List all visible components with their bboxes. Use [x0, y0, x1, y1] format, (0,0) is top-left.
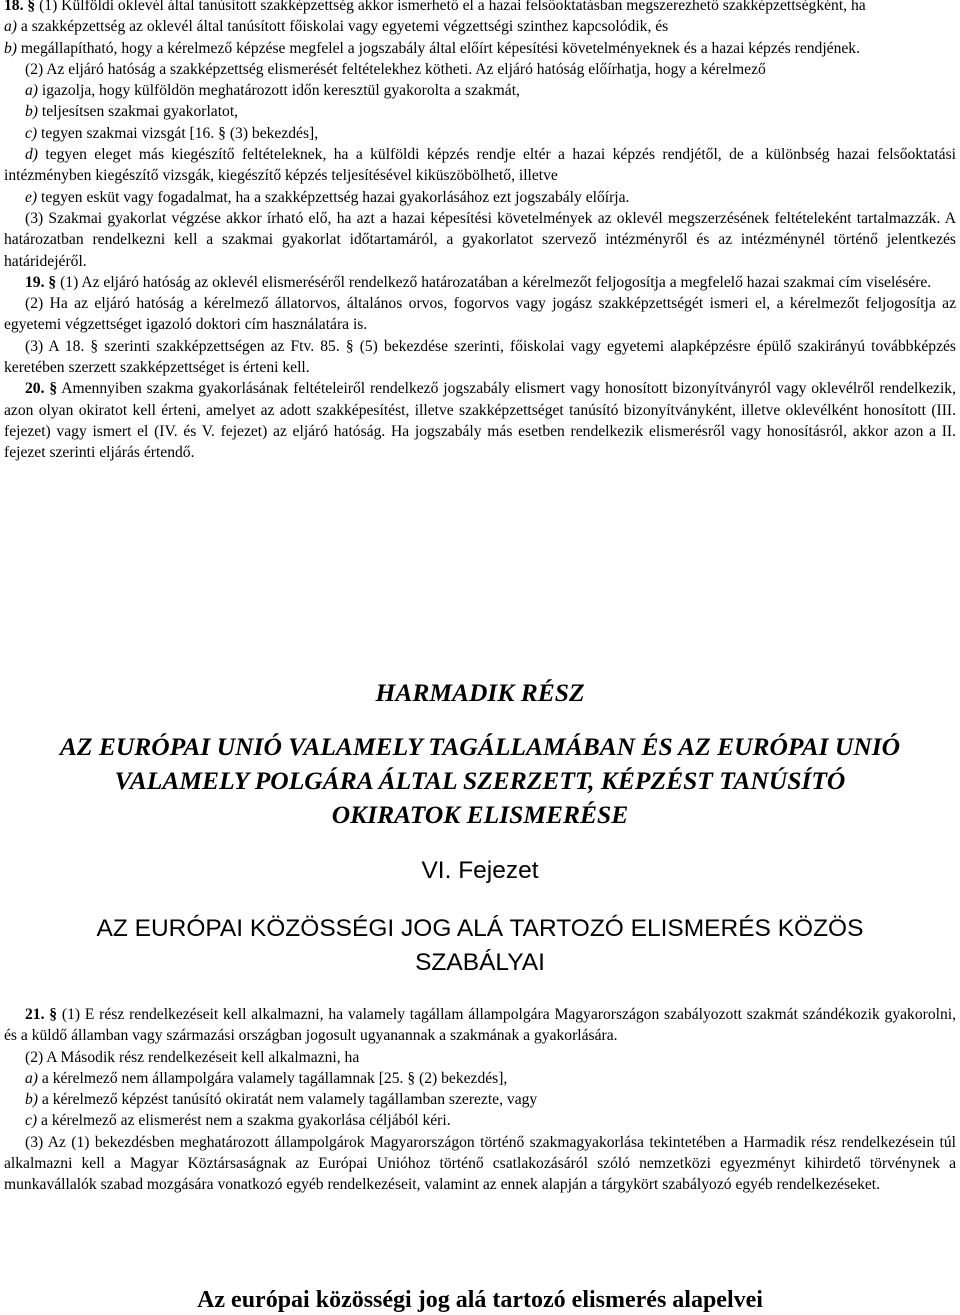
list-marker: b) [25, 1091, 38, 1109]
section-18-20 [0, 0, 960, 464]
list-item-text: a szakképzettség az oklevél által tanúsított főiskolai vagy egyetemi végzettségi szinthez kapcsolódik, és [17, 18, 669, 36]
list-item-text: tegyen eleget más kiegészítő feltételeknek, ha a külföldi képzés rendje eltér a hazai képzés rendjétől, de a különbség hazai felsőoktatási intézményben kiegészítő vizsgák, kiegészítő képzés teljesítésével kiküszöbölhető, illetve [4, 146, 956, 185]
list-item [0, 1110, 960, 1131]
chapter-title-line: AZ EURÓPAI KÖZÖSSÉGI JOG ALÁ TARTOZÓ ELISMERÉS KÖZÖS [96, 915, 864, 942]
paragraph-18-1 [0, 0, 960, 16]
paragraph-text: (1) Az eljáró hatóság az oklevél elismeréséről rendelkező határozatában a kérelmezőt feljogosítja a megfelelő hazai szakmai cím viselésére. [56, 273, 932, 291]
list-marker: c) [25, 124, 38, 142]
section-number: 19. [25, 273, 45, 291]
paragraph-18-3: (3) Szakmai gyakorlat végzése akkor írható elő, ha azt a hazai képesítési követelmények az oklevél megszerzésének feltételeként tartalmazzák. A határozatban rendelkezni kell a szakmai gyakorlat időtartamáról, a gyakorlatot szervező intézményről és az intézménynél történő jelentkezés határidejéről. [4, 209, 956, 270]
part-title-line: AZ EURÓPAI UNIÓ VALAMELY TAGÁLLAMÁBAN ÉS AZ EURÓPAI UNIÓ [59, 732, 901, 761]
paragraph-19-2: (2) Ha az eljáró hatóság a kérelmező állatorvos, általános orvos, fogorvos vagy jogász szakképzettségét ismeri el, a kérelmezőt feljogosítja az egyetemi végzettséget igazoló doktori cím használatára is. [4, 295, 956, 334]
section-sign: § [48, 273, 57, 291]
paragraph-20 [0, 378, 960, 463]
list-marker: d) [25, 146, 38, 164]
paragraph-21-3: (3) Az (1) bekezdésben meghatározott állampolgárok Magyarországon történő szakmagyakorlása tekintetében a Harmadik rész rendelkezésein túl alkalmazni kell a Magyar Köztársaságnak az Európai Unióhoz történő csatlakozásáról szóló nemzetközi egyezményt kihirdető törvénynek a munkavállalók szabad mozgására vonatkozó egyéb rendelkezéseit, valamint az ennek alapján a tárgykört szabályozó egyéb rendelkezéseket. [4, 1133, 956, 1194]
chapter-heading: VI. Fejezet [421, 857, 539, 884]
list-item-text: a kérelmező az elismerést nem a szakma gyakorlása céljából kéri. [37, 1112, 451, 1130]
list-marker: e) [25, 188, 38, 206]
list-marker: c) [25, 1112, 38, 1130]
list-marker: b) [25, 103, 38, 121]
list-item-text: igazolja, hogy külföldön meghatározott időn keresztül gyakorolta a szakmát, [38, 82, 520, 100]
paragraph-21-1 [0, 1004, 960, 1047]
list-item-text: tegyen esküt vagy fogadalmat, ha a szakképzettség hazai gyakorlásához ezt jogszabály előírja. [37, 188, 630, 206]
part-title-line: OKIRATOK ELISMERÉSE [331, 800, 629, 829]
paragraph-19-1 [0, 272, 960, 293]
section-number: 20. [25, 380, 45, 398]
list-marker: a) [4, 18, 17, 36]
section-sign: § [49, 1006, 58, 1023]
list-item [0, 80, 960, 101]
part-heading: HARMADIK RÉSZ [375, 678, 585, 707]
list-item-text: megállapítható, hogy a kérelmező képzése megfelel a jogszabály által előírt képesítési követelményeknek és a hazai képzés rendjének. [17, 39, 860, 57]
list-item [0, 38, 960, 59]
list-item [0, 144, 960, 187]
section-number: 21. [25, 1006, 45, 1023]
section-number: 18. [4, 0, 24, 14]
list-item-text: a kérelmező nem állampolgára valamely tagállamnak [25. § (2) bekezdés], [38, 1069, 508, 1087]
list-marker: a) [25, 82, 38, 100]
section-sign: § [27, 0, 36, 14]
list-item [0, 1068, 960, 1089]
list-marker: a) [25, 1069, 38, 1087]
list-item [0, 123, 960, 144]
list-item [0, 16, 960, 37]
list-item [0, 187, 960, 208]
paragraph-text: (1) E rész rendelkezéseit kell alkalmazni, ha valamely tagállam állampolgára Magyarországon szabályozott szakmát szándékozik gyakorolni, és a küldő államban vagy származási országban jogosult ugyanannak a szakmának a gyakorlására. [4, 1006, 956, 1045]
paragraph-text: (1) Külföldi oklevél által tanúsított szakképzettség akkor ismerhető el a hazai felsőoktatásban megszerezhető szakképzettségként, ha [35, 0, 866, 14]
list-item [0, 1089, 960, 1110]
chapter-title-line: SZABÁLYAI [415, 949, 545, 976]
list-item [0, 101, 960, 122]
section-sign: § [49, 380, 58, 398]
paragraph-text: Amennyiben szakma gyakorlásának feltételeiről rendelkező jogszabály elismert vagy honosított bizonyítványról vagy oklevélről rendelkezik, azon olyan okiratot kell érteni, amelyet az adott szakképesítést, illetve szakképzettséget tanúsító bizonyítványként, illetve oklevélként honosított (III. fejezet) vagy ismert el (IV. és V. fejezet) az eljáró hatóság. Ha jogszabály más esetben rendelkezik elismerésről vagy honosításról, akkor azon a II. fejezet szerinti eljárás értendő. [4, 380, 956, 462]
list-item-text: a kérelmező képzést tanúsító okiratát nem valamely tagállamban szerezte, vagy [38, 1091, 538, 1109]
section-21 [0, 1004, 960, 1196]
list-item-text: tegyen szakmai vizsgát [16. § (3) bekezdés], [37, 124, 319, 142]
paragraph-21-2: (2) A Második rész rendelkezéseit kell alkalmazni, ha [25, 1048, 360, 1066]
part-title-line: VALAMELY POLGÁRA ÁLTAL SZERZETT, KÉPZÉST TANÚSÍTÓ [114, 766, 846, 795]
list-item-text: teljesítsen szakmai gyakorlatot, [38, 103, 239, 121]
paragraph-18-2: (2) Az eljáró hatóság a szakképzettség elismerését feltételekhez kötheti. Az eljáró hatóság előírhatja, hogy a kérelmező [25, 60, 766, 78]
list-marker: b) [4, 39, 17, 57]
subsection-heading: Az európai közösségi jog alá tartozó elismerés alapelvei [197, 1287, 763, 1313]
paragraph-19-3: (3) A 18. § szerinti szakképzettségen az Ftv. 85. § (5) bekezdése szerinti, főiskolai vagy egyetemi alapképzésre épülő szakirányú továbbképzés keretében szerzett szakképzettséget is érteni kell. [4, 337, 956, 377]
